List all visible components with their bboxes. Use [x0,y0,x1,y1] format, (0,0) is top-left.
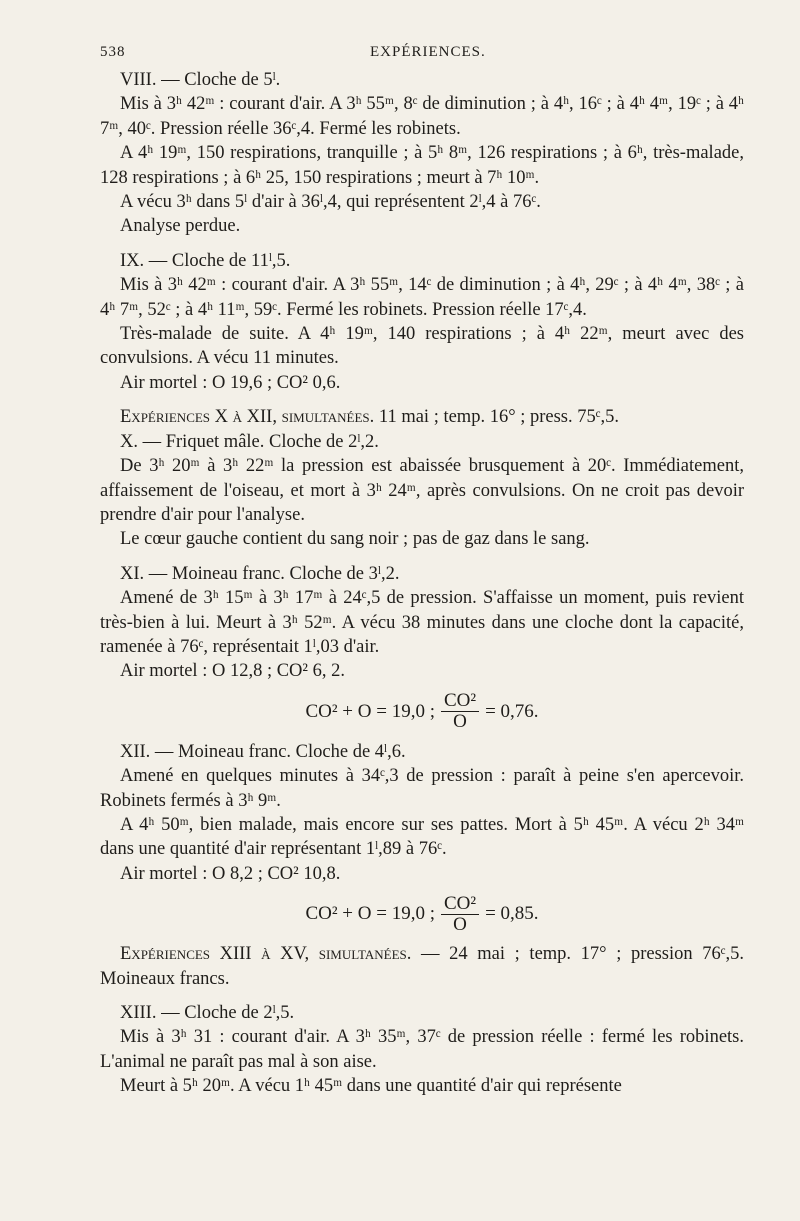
page-number: 538 [100,44,126,60]
paragraph: Mis à 3ʰ 42ᵐ : courant d'air. A 3ʰ 55ᵐ, 8ᶜ de diminution ; à 4ʰ, 16ᶜ ; à 4ʰ 4ᵐ, 19ᶜ ; à 4ʰ 7ᵐ, 40ᶜ. Pression réelle 36ᶜ,4. Fermé les robinets. [100,94,744,139]
paragraph: A vécu 3ʰ dans 5ˡ d'air à 36ˡ,4, qui représentent 2ˡ,4 à 76ᶜ. [120,192,541,213]
running-title: EXPÉRIENCES. [370,44,486,60]
paragraph: Le cœur gauche contient du sang noir ; pas de gaz dans le sang. [120,529,590,550]
experiment-heading: VIII. — Cloche de 5ˡ. [120,70,281,90]
series-heading [100,405,744,429]
series-title: Expériences XIII à XV, simultanées. [120,944,412,965]
series-title: Expériences X à XII, simultanées. [120,407,375,428]
series-details: 11 mai ; temp. 16° ; press. 75ᶜ,5. [374,407,619,428]
formula-right: = 0,85. [485,902,539,924]
experiment-heading: XIII. — Cloche de 2ˡ,5. [120,1003,295,1023]
paragraph: Analyse perdue. [120,216,241,237]
experiment-heading: X. — Friquet mâle. Cloche de 2ˡ,2. [120,431,379,452]
experiment-heading: IX. — Cloche de 11ˡ,5. [120,250,291,271]
page-header [100,44,740,68]
experiment-heading: XII. — Moineau franc. Cloche de 4ˡ,6. [120,741,406,762]
formula-left: CO² + O = 19,0 ; [305,902,435,924]
fraction-numerator: CO² [441,691,479,712]
paragraph: A 4ʰ 19ᵐ, 150 respirations, tranquille ; à 5ʰ 8ᵐ, 126 respirations ; à 6ʰ, très-malade, 128 respirations ; à 6ʰ 25, 150 respirations ; meurt à 7ʰ 10ᵐ. [100,143,744,188]
paragraph: Très-malade de suite. A 4ʰ 19ᵐ, 140 respirations ; à 4ʰ 22ᵐ, meurt avec des convulsions. A vécu 11 minutes. [100,324,744,369]
fraction [441,691,479,732]
paragraph: Air mortel : O 12,8 ; CO² 6, 2. [120,661,345,682]
paragraph: Amené en quelques minutes à 34ᶜ,3 de pression : paraît à peine s'en apercevoir. Robinets fermés à 3ʰ 9ᵐ. [100,766,744,811]
paragraph: Air mortel : O 8,2 ; CO² 10,8. [120,863,341,884]
fraction [441,894,479,935]
series-details: — 24 mai ; temp. 17° ; pression 76ᶜ,5. Moineaux francs. [100,944,744,989]
formula [100,888,744,940]
formula-left: CO² + O = 19,0 ; [305,700,435,722]
page-body [100,68,744,1099]
paragraph: Amené de 3ʰ 15ᵐ à 3ʰ 17ᵐ à 24ᶜ,5 de pression. S'affaisse un moment, puis revient très-bien à lui. Meurt à 3ʰ 52ᵐ. A vécu 38 minutes dans une cloche dont la capacité, ramenée à 76ᶜ, représentait 1ˡ,03 d'air. [100,588,744,657]
fraction-denominator: O [453,711,467,733]
paragraph: A 4ʰ 50ᵐ, bien malade, mais encore sur ses pattes. Mort à 5ʰ 45ᵐ. A vécu 2ʰ 34ᵐ dans une quantité d'air représentant 1ˡ,89 à 76ᶜ. [100,814,744,860]
experiment-heading: XI. — Moineau franc. Cloche de 3ˡ,2. [120,563,400,584]
paragraph: Mis à 3ʰ 31 : courant d'air. A 3ʰ 35ᵐ, 37ᶜ de pression réelle : fermé les robinets. L'animal ne paraît pas mal à son aise. [100,1027,744,1072]
formula [100,686,744,738]
formula-right: = 0,76. [485,700,539,722]
series-heading [100,942,744,991]
paragraph: De 3ʰ 20ᵐ à 3ʰ 22ᵐ la pression est abaissée brusquement à 20ᶜ. Immédiatement, affaissement de l'oiseau, et mort à 3ʰ 24ᵐ, après convulsions. On ne croit pas devoir prendre d'air pour l'analyse. [100,456,744,525]
paragraph: Mis à 3ʰ 42ᵐ : courant d'air. A 3ʰ 55ᵐ, 14ᶜ de diminution ; à 4ʰ, 29ᶜ ; à 4ʰ 4ᵐ, 38ᶜ ; à 4ʰ 7ᵐ, 52ᶜ ; à 4ʰ 11ᵐ, 59ᶜ. Fermé les robinets. Pression réelle 17ᶜ,4. [100,275,744,320]
fraction-numerator: CO² [441,894,479,915]
paragraph: Meurt à 5ʰ 20ᵐ. A vécu 1ʰ 45ᵐ dans une quantité d'air qui représente [120,1076,622,1097]
fraction-denominator: O [453,913,467,935]
paragraph: Air mortel : O 19,6 ; CO² 0,6. [120,372,341,393]
